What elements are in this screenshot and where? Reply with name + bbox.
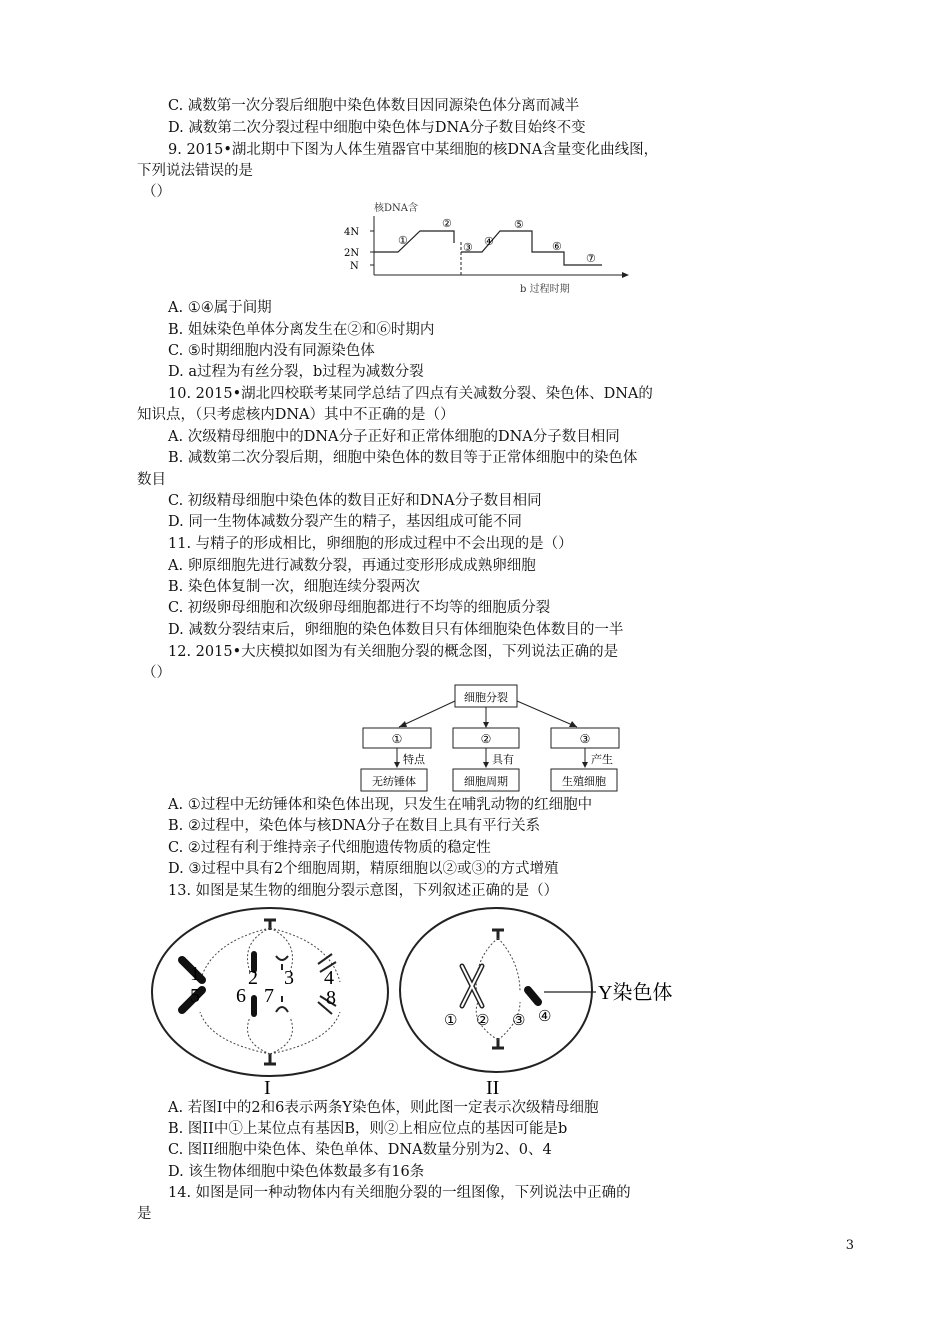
edge-label-1: 特点 [403,753,425,766]
concept-bottom-2: 细胞周期 [464,775,508,788]
q10-stem-line2: 知识点，（只考虑核内DNA）其中不正确的是（） [137,407,455,423]
x-axis-label: b 过程时期 [520,284,570,295]
concept-bottom-1: 无纺锤体 [372,775,416,788]
curve-a [374,231,454,252]
stage-6-label: ⑥ [552,240,562,253]
q14-stem-line2: 是 [137,1206,152,1222]
concept-mid-3: ③ [579,732,591,746]
q9-answer-blank: （） [142,184,171,200]
curve-b [461,231,602,265]
q9-stem-line1: 9. 2015•湖北期中下图为人体生殖器官中某细胞的核DNA含量变化曲线图， [168,142,659,158]
q10-option-b-line1: B. 减数第二次分裂后期，细胞中染色体的数目等于正常体细胞中的染色体 [168,450,638,466]
stage-3-label: ③ [463,241,473,254]
y-chromosome-label: Y染色体 [598,982,673,1004]
q12-stem-line1: 12. 2015•大庆模拟如图为有关细胞分裂的概念图，下列说法正确的是 [168,644,619,660]
concept-top-label: 细胞分裂 [464,691,508,704]
concept-bottom-3: 生殖细胞 [562,775,606,788]
cell-division-figure [140,902,710,1098]
stage-1-label: ① [398,234,408,247]
q13-option-c: C. 图II细胞中染色体、染色单体、DNA数量分别为2、0、4 [168,1142,552,1158]
q9-option-c: C. ⑤时期细胞内没有同源染色体 [168,343,375,359]
y-chromosome [528,990,538,1002]
x-axis-arrow [622,272,629,278]
q12-answer-blank: （） [142,665,171,681]
cell-1-num-6: 6 [236,985,246,1007]
cell-1-spindle-bottom [200,1012,340,1054]
cell-2-num-3: ③ [512,1013,526,1029]
q9-option-a: A. ①④属于间期 [168,300,272,316]
cell-1-label: I [264,1077,271,1098]
stage-5-label: ⑤ [514,218,524,231]
cell-1-num-4: 4 [324,967,334,989]
q8-option-c: C. 减数第一次分裂后细胞中染色体数目因同源染色体分离而减半 [168,98,580,114]
cell-1-num-5: 5 [190,985,200,1007]
cell-2-num-4: ④ [538,1009,552,1025]
cell-1-num-1: 1 [190,963,200,985]
edge-label-3: 产生 [591,753,613,766]
y-tick-n: N [350,261,359,272]
q10-option-a: A. 次级精母细胞中的DNA分子正好和正常体细胞的DNA分子数目相同 [168,429,620,445]
cell-1-num-3: 3 [284,967,294,989]
q13-option-b: B. 图II中①上某位点有基因B，则②上相应位点的基因可能是b [168,1121,568,1137]
q10-option-d: D. 同一生物体减数分裂产生的精子，基因组成可能不同 [168,514,522,530]
q9-stem-line2: 下列说法错误的是 [137,163,253,179]
q11-option-b: B. 染色体复制一次，细胞连续分裂两次 [168,579,420,595]
stage-2-label: ② [442,217,452,230]
y-tick-4n: 4N [344,227,360,238]
cell-1-num-7: 7 [264,985,274,1007]
q11-option-a: A. 卵原细胞先进行减数分裂，再通过变形形成成熟卵细胞 [168,558,536,574]
cell-division-concept-map [355,683,625,795]
q10-stem-line1: 10. 2015•湖北四校联考某同学总结了四点有关减数分裂、染色体、DNA的 [168,386,653,402]
cell-1-num-2: 2 [248,967,258,989]
q11-stem: 11. 与精子的形成相比，卵细胞的形成过程中不会出现的是（） [168,536,573,552]
q14-stem-line1: 14. 如图是同一种动物体内有关细胞分裂的一组图像，下列说法中正确的 [168,1185,631,1201]
cell-2-label: II [486,1077,500,1098]
q13-option-a: A. 若图I中的2和6表示两条Y染色体，则此图一定表示次级精母细胞 [168,1100,599,1116]
cell-1-num-8: 8 [326,987,336,1009]
q13-stem: 13. 如图是某生物的细胞分裂示意图，下列叙述正确的是（） [168,883,559,899]
stage-4-label: ④ [484,235,494,248]
stage-7-label: ⑦ [586,252,596,265]
cell-1-centrosome-bottom [264,1054,276,1064]
q8-option-d: D. 减数第二次分裂过程中细胞中染色体与DNA分子数目始终不变 [168,120,586,136]
cell-2-num-2: ② [476,1013,490,1029]
concept-mid-2: ② [480,732,492,746]
page-number: 3 [845,1238,854,1253]
q12-option-d: D. ③过程中具有2个细胞周期，精原细胞以②或③的方式增殖 [168,861,559,877]
q12-option-a: A. ①过程中无纺锤体和染色体出现，只发生在哺乳动物的红细胞中 [168,797,593,813]
dna-content-curve-figure [330,200,630,296]
edge-label-2: 具有 [492,753,514,766]
q12-option-c: C. ②过程有利于维持亲子代细胞遗传物质的稳定性 [168,840,491,856]
cell-1-spindle-top [200,928,340,982]
y-axis-title: 核DNA含 [374,203,418,214]
q13-option-d: D. 该生物体细胞中染色体数最多有16条 [168,1164,425,1180]
concept-mid-1: ① [391,732,403,746]
q11-option-c: C. 初级卵母细胞和次级卵母细胞都进行不均等的细胞质分裂 [168,600,551,616]
q9-option-b: B. 姐妹染色单体分离发生在②和⑥时期内 [168,322,435,338]
q11-option-d: D. 减数分裂结束后，卵细胞的染色体数目只有体细胞染色体数目的一半 [168,622,624,638]
q9-option-d: D. a过程为有丝分裂，b过程为减数分裂 [168,364,424,380]
cell-2-num-1: ① [444,1013,458,1029]
chromosome-7 [276,996,288,1012]
y-tick-2n: 2N [344,248,360,259]
q10-option-b-line2: 数目 [137,472,166,488]
q12-option-b: B. ②过程中，染色体与核DNA分子在数目上具有平行关系 [168,818,541,834]
q10-option-c: C. 初级精母细胞中染色体的数目正好和DNA分子数目相同 [168,493,542,509]
